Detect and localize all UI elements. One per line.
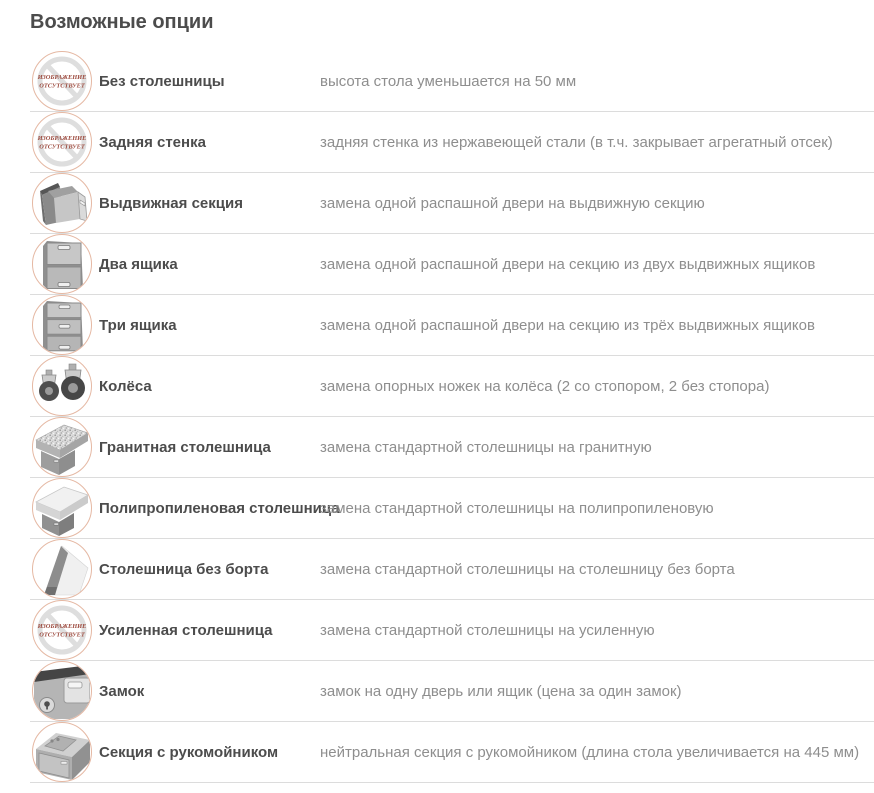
option-row <box>30 478 874 539</box>
option-description: замена стандартной столешницы на гранитную <box>320 438 652 456</box>
option-row <box>30 600 874 661</box>
option-row <box>30 173 874 234</box>
option-row <box>30 661 874 722</box>
option-description: замена одной распашной двери на секцию из трёх выдвижных ящиков <box>320 316 815 334</box>
sink-section-icon[interactable] <box>32 722 92 782</box>
no-image-icon[interactable] <box>32 51 92 111</box>
no-image-icon[interactable] <box>32 600 92 660</box>
option-description: замена стандартной столешницы на усиленную <box>320 621 655 639</box>
top-no-edge-icon[interactable] <box>32 539 92 599</box>
option-description: замена одной распашной двери на выдвижную секцию <box>320 194 705 212</box>
polypropylene-top-icon[interactable] <box>32 478 92 538</box>
option-row <box>30 539 874 600</box>
no-image-icon[interactable] <box>32 112 92 172</box>
option-title: Задняя стенка <box>99 133 206 151</box>
option-row <box>30 51 874 112</box>
option-title: Три ящика <box>99 316 177 334</box>
three-drawers-icon[interactable] <box>32 295 92 355</box>
option-row <box>30 112 874 173</box>
option-row <box>30 417 874 478</box>
option-description: задняя стенка из нержавеющей стали (в т.ч. закрывает агрегатный отсек) <box>320 133 833 151</box>
option-description: нейтральная секция с рукомойником (длина стола увеличивается на 445 мм) <box>320 743 860 761</box>
lock-icon[interactable] <box>32 661 92 721</box>
option-description: замена опорных ножек на колёса (2 со стопором, 2 без стопора) <box>320 377 770 395</box>
two-drawers-icon[interactable] <box>32 234 92 294</box>
option-description: высота стола уменьшается на 50 мм <box>320 72 577 90</box>
option-title: Столешница без борта <box>99 560 269 578</box>
svg-text:ОТСУТСТВУЕТ: ОТСУТСТВУЕТ <box>39 82 85 90</box>
option-row <box>30 356 874 417</box>
svg-text:ИЗОБРАЖЕНИЕ: ИЗОБРАЖЕНИЕ <box>37 74 87 81</box>
granite-top-icon[interactable] <box>32 417 92 477</box>
wheels-icon[interactable] <box>32 356 92 416</box>
option-title: Замок <box>99 682 145 700</box>
option-description: замок на одну дверь или ящик (цена за один замок) <box>320 682 682 700</box>
pullout-section-icon[interactable] <box>32 173 92 233</box>
option-row <box>30 722 874 783</box>
page-title: Возможные опции <box>30 11 214 33</box>
option-title: Усиленная столешница <box>99 621 273 639</box>
option-title: Гранитная столешница <box>99 438 271 456</box>
option-description: замена стандартной столешницы на полипропиленовую <box>320 499 714 517</box>
option-row <box>30 295 874 356</box>
option-title: Полипропиленовая столешница <box>99 499 340 517</box>
option-title: Без столешницы <box>99 72 225 90</box>
option-title: Выдвижная секция <box>99 194 243 212</box>
option-description: замена стандартной столешницы на столешницу без борта <box>320 560 735 578</box>
svg-text:ОТСУТСТВУЕТ: ОТСУТСТВУЕТ <box>39 143 85 151</box>
svg-text:ОТСУТСТВУЕТ: ОТСУТСТВУЕТ <box>39 631 85 639</box>
svg-text:ИЗОБРАЖЕНИЕ: ИЗОБРАЖЕНИЕ <box>37 135 87 142</box>
option-title: Два ящика <box>99 255 178 273</box>
option-row <box>30 234 874 295</box>
options-list <box>30 51 874 783</box>
svg-text:ИЗОБРАЖЕНИЕ: ИЗОБРАЖЕНИЕ <box>37 623 87 630</box>
option-title: Секция с рукомойником <box>99 743 279 761</box>
option-title: Колёса <box>99 377 152 395</box>
option-description: замена одной распашной двери на секцию из двух выдвижных ящиков <box>320 255 816 273</box>
